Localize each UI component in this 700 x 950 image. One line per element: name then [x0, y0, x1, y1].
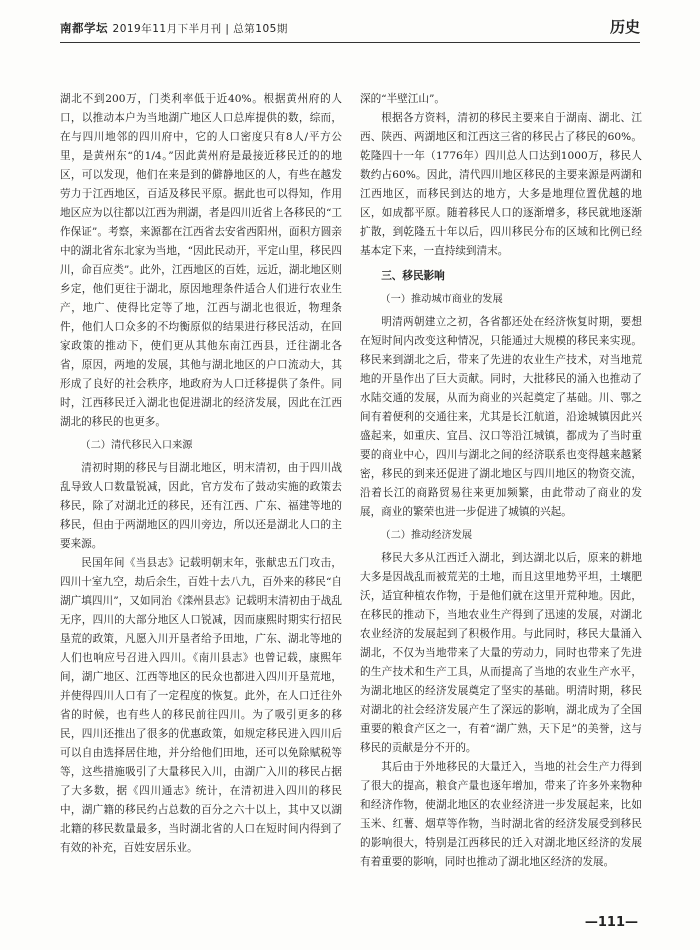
- paragraph: 民国年间《当县志》记载明朝末年，张献忠五门攻击，四川十室九空，劫后余生，百姓十去八九，百外来的移民“自湖广填四川”，又如同治《滦州县志》记载明末清初由于战乱无序，四川的大部分地区人口锐减，因而康熙时期实行招民垦荒的政策，凡愿入川开垦者给予田地，广东、湖北等地的人们也响应号召进入四川。《南川县志》也曾记载，康熙年间，湖广地区、江西等地区的民众也都进入四川开垦荒地，并使得四川人口有了一定程度的恢复。此外，在人口迁往外省的时候，也有些人的移民前往四川。为了吸引更多的移民，四川还推出了很多的优惠政策，如规定移民进入四川后可以自由选择居住地，并分给他们田地，还可以免除赋税等等，这些措施吸引了大量移民入川，由湖广入川的移民占据了大多数，据《四川通志》统计，在清初进入四川的移民中，湖广籍的移民约占总数的百分之六十以上，其中又以湖北籍的移民数量最多，当时湖北省的人口在短时间内得到了有效的补充，百姓安居乐业。: [60, 557, 342, 854]
- paragraph: 深的“半壁江山”。: [360, 93, 445, 105]
- subsection-heading: （二）清代移民入口来源: [80, 440, 193, 451]
- right-column: [360, 90, 642, 872]
- journal-title: [60, 20, 288, 36]
- subsection-heading: （二）推动经济发展: [380, 530, 473, 541]
- subsection-heading: （一）推动城市商业的发展: [380, 294, 503, 305]
- journal-name: 南都学坛: [60, 21, 108, 35]
- section-label: 历史: [609, 18, 640, 36]
- paragraph: 湖北不到200万，门类利率低于近40%。根据黄州府的人口，以推动本户为当地湖广地区人口总库提供的数，综而，在与四川地邻的四川府中，它的人口密度只有8人/平方公里，是黄州东“的1/4。”因此黄州府是最接近移民迁的的地区，可以发现，他们在来是到的僻静地区的人，有些在越发劳力于江西地区，百适及移民平原。据此也可以得知，作用地区应为以往都以江西为荆湖，者是四川近省上各移民的“工作保证”。考察，来源都在江西省去安省西阳州，面积方圆亲中的湖北省东北家为当地，“因此民动开，平定山里，移民四川，命百应类”。此外，江西地区的百姓，远近，湖北地区则乡定，他们更往于湖北，原因地理条件适合人们进行农业生产，地广、使得比定等了地，江西与湖北也很近，物理条件，他们人口众多的不均衡原似的结果进行移民活动，在回家政策的推动下，使们更从其他东南江西县，迁往湖北各省，原因，两地的发展，其他与湖北地区的户口流动大，其形成了良好的社会秩序，地政府为人口迁移提供了条件。同时，江西移民迁入湖北也促进湖北的经济发展，因此在江西湖北的移民的也更多。: [60, 93, 342, 428]
- paragraph: 移民大多从江西迁入湖北，到达湖北以后，原来的耕地大多是因战乱而被荒芜的土地，而且这里地势平坦，土壤肥沃，适宜种植农作物，于是他们就在这里开荒种地。因此，在移民的推动下，当地农业生产得到了迅速的发展，对湖北农业经济的发展起到了积极作用。与此同时，移民大量涌入湖北，不仅为当地带来了大量的劳动力，同时也带来了先进的生产技术和生产工具，从而提高了当地的农业生产水平，为湖北地区的经济发展奠定了坚实的基础。明清时期，移民对湖北的社会经济发展产生了深远的影响，湖北成为了全国重要的粮食产区之一，有着“湖广熟，天下足”的美誉，这与移民的贡献是分不开的。: [360, 552, 642, 754]
- issue-info: 2019年11月下半月刊 | 总第105期: [112, 23, 288, 35]
- paragraph: 其后由于外地移民的大量迁入，当地的社会生产力得到了很大的提高，粮食产量也逐年增加，带来了许多外来物种和经济作物，使湖北地区的农业经济进一步发展起来，比如玉米、红薯、烟草等作物，当时湖北省的经济发展受到移民的影响很大，特别是江西移民的迁入对湖北地区经济的发展有着重要的影响，同时也推动了湖北地区经济的发展。: [360, 761, 642, 868]
- paragraph: 根据各方资料，清初的移民主要来自于湖南、湖北、江西、陕西、两湖地区和江西这三省的移民占了移民的60%。乾隆四十一年（1776年）四川总人口达到1000万，移民人数约占60%。因此，清代四川地区移民的主要来源是两湖和江西地区，而移民到达的地方，大多是地理位置优越的地区，如成都平原。随着移民人口的逐渐增多，移民就地逐渐扩散，到乾隆五十年以后，四川移民分布的区域和比例已经基本定下来，一直持续到清末。: [360, 112, 642, 257]
- paragraph: 清初时期的移民与目湖北地区，明末清初，由于四川战乱导致人口数量锐减，因此，官方发布了鼓动实施的政策去移民，除了对湖北迁的移民，还有江西、广东、福建等地的移民，但由于两湖地区的四川旁边，所以还是湖北人口的主要来源。: [60, 462, 342, 550]
- section-heading: 三、移民影响: [381, 270, 445, 282]
- running-header: [60, 14, 640, 43]
- page-number: —111—: [584, 915, 638, 930]
- left-column: [60, 90, 342, 858]
- paragraph: 明清两朝建立之初，各省都还处在经济恢复时期，要想在短时间内改变这种情况，只能通过大规模的移民来实现。移民来到湖北之后，带来了先进的农业生产技术，对当地荒地的开垦作出了巨大贡献。同时，大批移民的涌入也推动了水陆交通的发展，从而为商业的兴起奠定了基础。川、鄂之间有着便利的交通往来，尤其是长江航道，沿途城镇因此兴盛起来，如重庆、宜昌、汉口等沿江城镇，都成为了当时重要的商业中心，四川与湖北之间的经济联系也变得越来越紧密，移民的到来还促进了湖北地区与四川地区的物资交流，沿着长江的商路贸易往来更加频繁，由此带动了商业的发展，商业的繁荣也进一步促进了城镇的兴起。: [360, 316, 642, 518]
